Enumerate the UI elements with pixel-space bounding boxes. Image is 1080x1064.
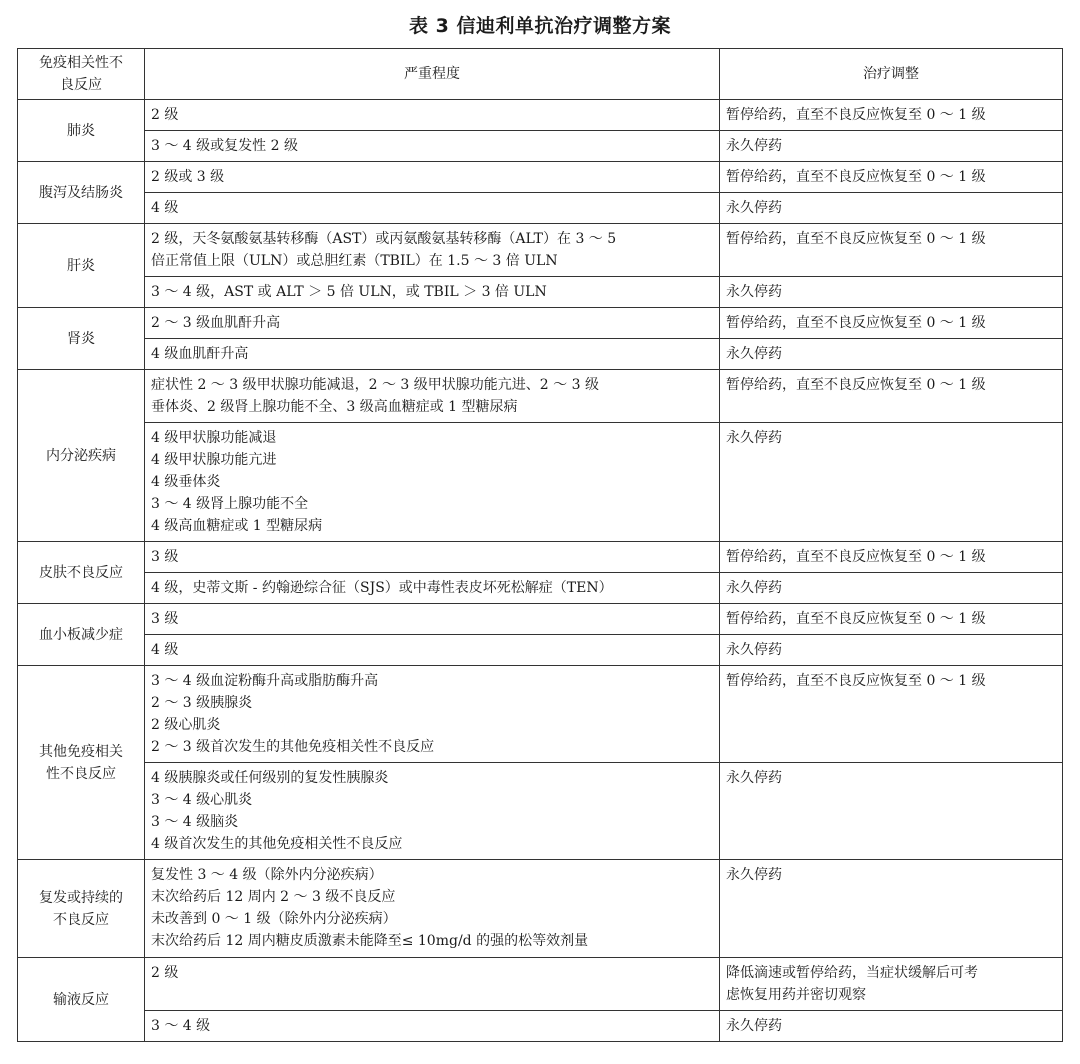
table-row [18, 370, 1063, 423]
category-cell: 内分泌疾病 [18, 370, 145, 542]
severity-cell: 4 级 [145, 193, 720, 224]
table-row [18, 100, 1063, 131]
treatment-adjustment-table [17, 48, 1063, 1042]
adjustment-cell: 永久停药 [720, 1011, 1063, 1042]
adjustment-cell: 降低滴速或暂停给药，当症状缓解后可考 虑恢复用药并密切观察 [720, 958, 1063, 1011]
table-row [18, 635, 1063, 666]
header-treatment-adjustment: 治疗调整 [720, 49, 1063, 100]
table-row [18, 860, 1063, 958]
table-row [18, 224, 1063, 277]
severity-cell: 3 ～ 4 级血淀粉酶升高或脂肪酶升高 2 ～ 3 级胰腺炎 2 级心肌炎 2 ～ 3 级首次发生的其他免疫相关性不良反应 [145, 666, 720, 763]
adjustment-cell: 暂停给药，直至不良反应恢复至 0 ～ 1 级 [720, 100, 1063, 131]
severity-cell: 3 级 [145, 604, 720, 635]
table-row [18, 423, 1063, 542]
severity-cell: 2 级 [145, 958, 720, 1011]
table-row [18, 131, 1063, 162]
severity-cell: 2 级或 3 级 [145, 162, 720, 193]
adjustment-cell: 永久停药 [720, 860, 1063, 958]
category-cell: 肾炎 [18, 308, 145, 370]
table-row [18, 666, 1063, 763]
severity-cell: 2 级，天冬氨酸氨基转移酶（AST）或丙氨酸氨基转移酶（ALT）在 3 ～ 5 倍正常值上限（ULN）或总胆红素（TBIL）在 1.5 ～ 3 倍 ULN [145, 224, 720, 277]
adjustment-cell: 永久停药 [720, 339, 1063, 370]
table-row [18, 958, 1063, 1011]
severity-cell: 2 ～ 3 级血肌酐升高 [145, 308, 720, 339]
severity-cell: 2 级 [145, 100, 720, 131]
table-row [18, 339, 1063, 370]
table-row [18, 277, 1063, 308]
adjustment-cell: 永久停药 [720, 131, 1063, 162]
severity-cell: 4 级甲状腺功能减退 4 级甲状腺功能亢进 4 级垂体炎 3 ～ 4 级肾上腺功能不全 4 级高血糖症或 1 型糖尿病 [145, 423, 720, 542]
adjustment-cell: 永久停药 [720, 763, 1063, 860]
table-row [18, 604, 1063, 635]
category-cell: 其他免疫相关 性不良反应 [18, 666, 145, 860]
header-severity: 严重程度 [145, 49, 720, 100]
table-row [18, 573, 1063, 604]
table-caption: 表 3 信迪利单抗治疗调整方案 [409, 15, 671, 37]
severity-cell: 4 级，史蒂文斯 - 约翰逊综合征（SJS）或中毒性表皮坏死松解症（TEN） [145, 573, 720, 604]
adjustment-cell: 永久停药 [720, 573, 1063, 604]
adjustment-cell: 暂停给药，直至不良反应恢复至 0 ～ 1 级 [720, 224, 1063, 277]
adjustment-cell: 暂停给药，直至不良反应恢复至 0 ～ 1 级 [720, 370, 1063, 423]
category-cell: 腹泻及结肠炎 [18, 162, 145, 224]
category-cell: 肺炎 [18, 100, 145, 162]
category-cell: 输液反应 [18, 958, 145, 1042]
adjustment-cell: 暂停给药，直至不良反应恢复至 0 ～ 1 级 [720, 604, 1063, 635]
adjustment-cell: 永久停药 [720, 423, 1063, 542]
category-cell: 肝炎 [18, 224, 145, 308]
table-row [18, 193, 1063, 224]
header-adverse-reaction: 免疫相关性不 良反应 [18, 49, 145, 100]
adjustment-cell: 暂停给药，直至不良反应恢复至 0 ～ 1 级 [720, 308, 1063, 339]
severity-cell: 复发性 3 ～ 4 级（除外内分泌疾病） 末次给药后 12 周内 2 ～ 3 级不良反应 未改善到 0 ～ 1 级（除外内分泌疾病） 末次给药后 12 周内糖皮质激素未能降至≤ 10mg/d 的强的松等效剂量 [145, 860, 720, 958]
adjustment-cell: 永久停药 [720, 193, 1063, 224]
adjustment-cell: 永久停药 [720, 635, 1063, 666]
severity-cell: 3 ～ 4 级或复发性 2 级 [145, 131, 720, 162]
category-cell: 血小板减少症 [18, 604, 145, 666]
severity-cell: 3 级 [145, 542, 720, 573]
adjustment-cell: 暂停给药，直至不良反应恢复至 0 ～ 1 级 [720, 542, 1063, 573]
adjustment-cell: 永久停药 [720, 277, 1063, 308]
category-cell: 复发或持续的 不良反应 [18, 860, 145, 958]
table-row [18, 308, 1063, 339]
severity-cell: 3 ～ 4 级，AST 或 ALT ＞ 5 倍 ULN，或 TBIL ＞ 3 倍 ULN [145, 277, 720, 308]
adjustment-cell: 暂停给药，直至不良反应恢复至 0 ～ 1 级 [720, 162, 1063, 193]
severity-cell: 症状性 2 ～ 3 级甲状腺功能减退，2 ～ 3 级甲状腺功能亢进、2 ～ 3 级 垂体炎、2 级肾上腺功能不全、3 级高血糖症或 1 型糖尿病 [145, 370, 720, 423]
table-row [18, 542, 1063, 573]
severity-cell: 3 ～ 4 级 [145, 1011, 720, 1042]
adjustment-cell: 暂停给药，直至不良反应恢复至 0 ～ 1 级 [720, 666, 1063, 763]
table-row [18, 162, 1063, 193]
severity-cell: 4 级血肌酐升高 [145, 339, 720, 370]
table-header-row [18, 49, 1063, 100]
category-cell: 皮肤不良反应 [18, 542, 145, 604]
table-row [18, 1011, 1063, 1042]
table-row [18, 763, 1063, 860]
severity-cell: 4 级胰腺炎或任何级别的复发性胰腺炎 3 ～ 4 级心肌炎 3 ～ 4 级脑炎 4 级首次发生的其他免疫相关性不良反应 [145, 763, 720, 860]
severity-cell: 4 级 [145, 635, 720, 666]
